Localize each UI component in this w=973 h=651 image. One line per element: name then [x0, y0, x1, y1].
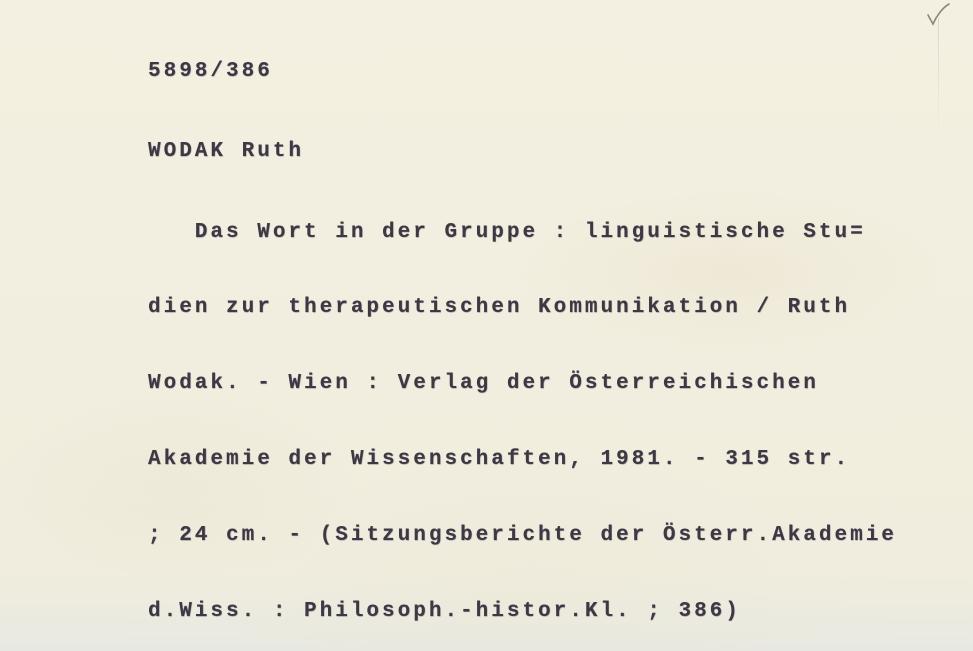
- catalog-body-line: Das Wort in der Gruppe : linguistische Stu=: [148, 220, 866, 244]
- bibliographic-description: [148, 169, 897, 651]
- author-heading: WODAK Ruth: [148, 140, 305, 163]
- checkmark-icon: [922, 2, 956, 32]
- catalog-body-line: dien zur therapeutischen Kommunikation / Ruth: [148, 296, 851, 320]
- catalog-body-line: d.Wiss. : Philosoph.-histor.Kl. ; 386): [148, 600, 741, 624]
- catalog-body-line: ; 24 cm. - (Sitzungsberichte der Österr.Akademie: [148, 524, 897, 548]
- catalog-body-line: Akademie der Wissenschaften, 1981. - 315 str.: [148, 448, 851, 472]
- catalog-body-line: Wodak. - Wien : Verlag der Österreichischen: [148, 372, 819, 396]
- call-number: 5898/386: [148, 60, 273, 83]
- paper-crease: [938, 18, 939, 138]
